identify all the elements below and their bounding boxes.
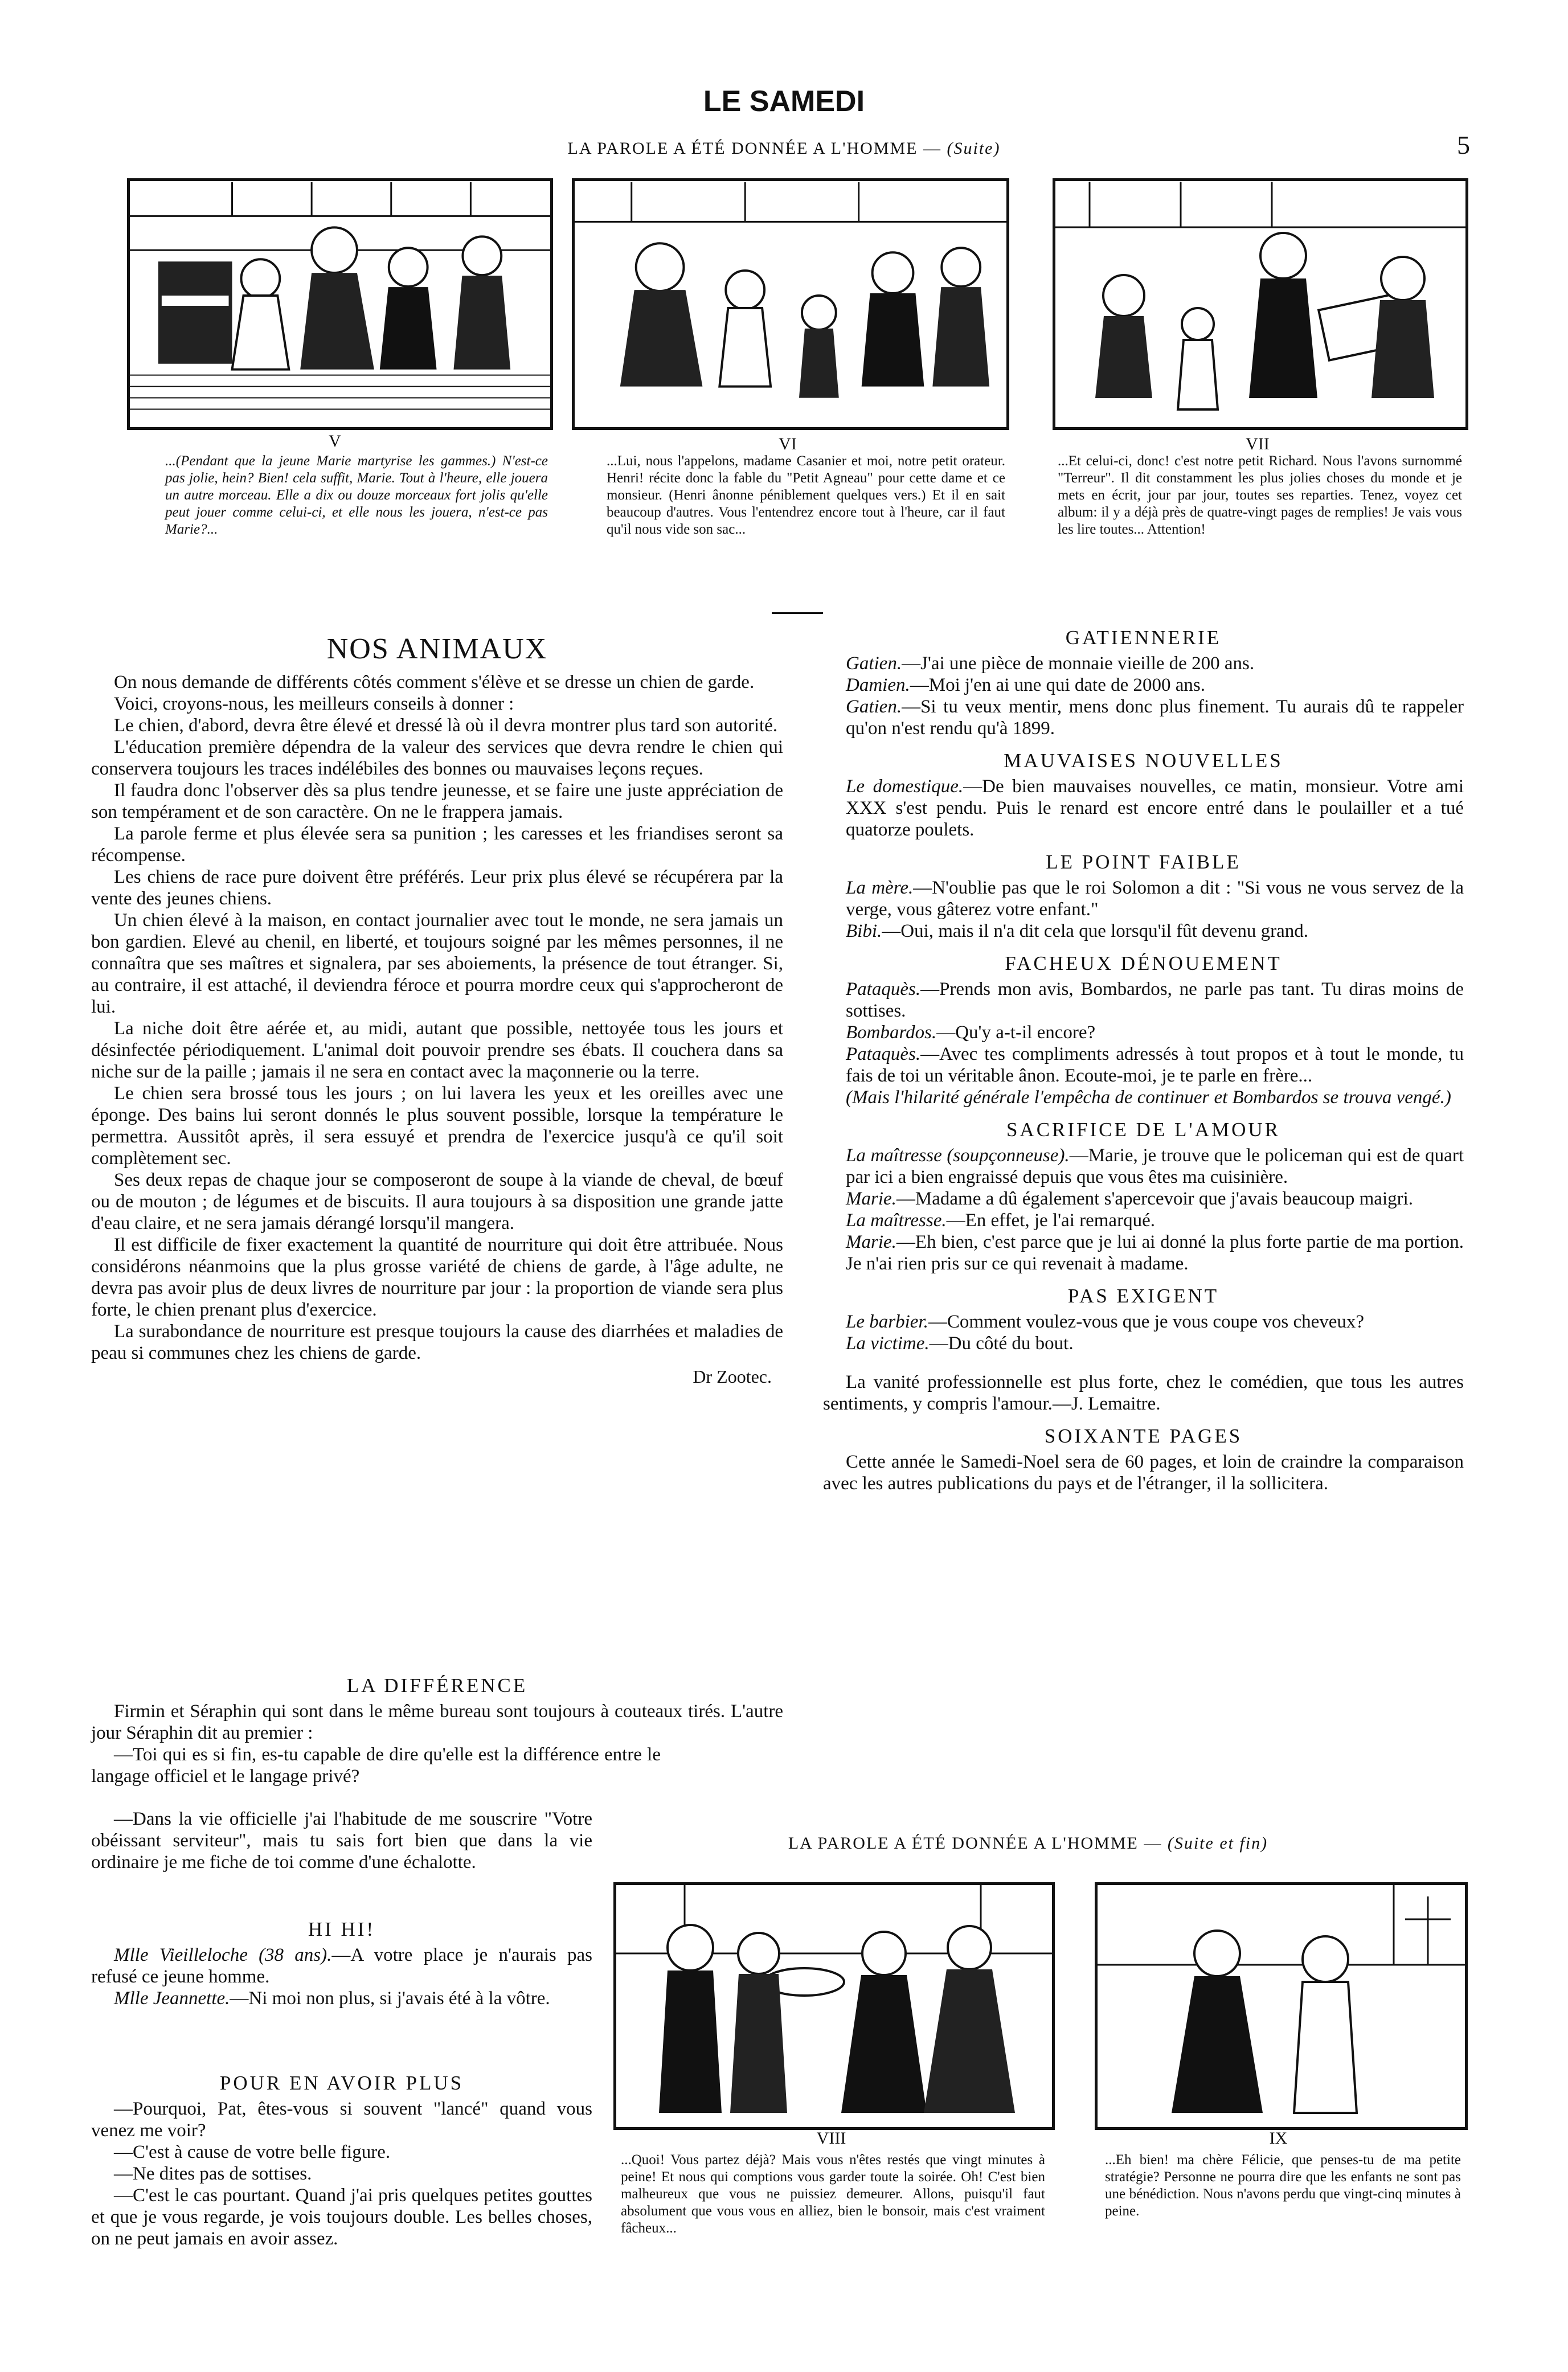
cartoon-panel-vi	[572, 178, 1009, 430]
paragraph: —Toi qui es si fin, es-tu capable de dire qu'elle est la différence entre le langage officiel et le langage privé?	[91, 1744, 661, 1787]
paragraph: La parole ferme et plus élevée sera sa punition ; les caresses et les friandises seront sa récompense.	[91, 824, 783, 866]
speaker: La maîtresse (soupçonneuse).	[846, 1145, 1070, 1166]
article-title: HI HI!	[308, 1918, 376, 1940]
article-title: NOS ANIMAUX	[326, 633, 548, 665]
article-title: POUR EN AVOIR PLUS	[219, 2072, 464, 2094]
panel-number: VI	[779, 435, 797, 453]
panel-caption: ...Eh bien! ma chère Félicie, que penses-tu de ma petite stratégie? Personne ne pourra dire que les enfants ne sont pas une bénédiction. Nous n'avons perdu que vingt-cinq minutes à peine.	[1105, 2152, 1461, 2219]
panel-number: IX	[1269, 2129, 1288, 2148]
article-title: PAS EXIGENT	[1067, 1285, 1219, 1307]
paragraph: Un chien élevé à la maison, en contact journalier avec tout le monde, ne sera jamais un bon gardien. Elevé au chenil, en liberté, et toujours soigné par les mêmes personnes, il ne connaîtra que ses maîtres et signalera, par ses aboiements, la présence de tout étranger. Si, au contraire, il est attaché, il deviendra féroce et pourra mordre ceux qui s'approcheront de lui.	[91, 910, 783, 1017]
panel-number: VIII	[816, 2129, 846, 2148]
speaker: Marie.	[846, 1232, 896, 1252]
dialogue-line: —A votre place je n'aurais pas refusé ce jeune homme.	[91, 1945, 592, 1987]
dialogue-line: —Qu'y a-t-il encore?	[936, 1022, 1096, 1043]
speaker: Pataquès.	[846, 979, 921, 999]
article-title: GATIENNERIE	[1065, 626, 1222, 649]
paragraph: —C'est à cause de votre belle figure.	[114, 2142, 391, 2162]
panel-caption: ...Lui, nous l'appelons, madame Casanier et moi, notre petit orateur. Henri! récite donc la fable du "Petit Agneau" pour cette dame et ce monsieur. (Henri ânonne péniblement quelques vers.) Et il en sait beaucoup d'autres. Vous l'entendrez encore tout à l'heure, car il faut qu'il nous vide son sac...	[607, 453, 1005, 537]
article-title: LE POINT FAIBLE	[1046, 851, 1241, 873]
series-title-top	[0, 139, 1568, 158]
dialogue-line: —Avec tes compliments adressés à tout propos et à tout le monde, tu fais de toi un véritable ânon. Ecoute-moi, je te parle en frère...	[846, 1044, 1464, 1086]
speaker: Le domestique.	[846, 776, 964, 797]
paragraph: On nous demande de différents côtés comment s'élève et se dresse un chien de garde.	[114, 672, 755, 693]
speaker: Damien.	[846, 675, 910, 695]
dialogue-line: —Si tu veux mentir, mens donc plus finement. Tu aurais dû te rappeler qu'on n'est rendu qu'à 1899.	[846, 697, 1464, 739]
speaker: Le barbier.	[846, 1312, 928, 1332]
paragraph: —Ne dites pas de sottises.	[114, 2164, 312, 2184]
paragraph: Voici, croyons-nous, les meilleurs conseils à donner :	[114, 694, 514, 714]
dialogue-line: —N'oublie pas que le roi Solomon a dit : "Si vous ne vous servez de la verge, vous gâterez votre enfant."	[846, 878, 1464, 920]
dialogue-line: —En effet, je l'ai remarqué.	[946, 1210, 1155, 1231]
series-title-suffix: (Suite et fin)	[1167, 1834, 1268, 1853]
masthead-title: LE SAMEDI	[703, 85, 865, 118]
speaker: La mère.	[846, 878, 914, 898]
dialogue-line: —Comment voulez-vous que je vous coupe vos cheveux?	[928, 1312, 1365, 1332]
article-title: SOIXANTE PAGES	[1044, 1425, 1243, 1447]
speaker: Bibi.	[846, 921, 882, 941]
cartoon-drawing	[616, 1885, 1052, 2127]
article-title: SACRIFICE DE L'AMOUR	[1006, 1119, 1281, 1141]
signature: Dr Zootec.	[693, 1366, 772, 1387]
paragraph: Ses deux repas de chaque jour se composeront de soupe à la viande de cheval, de bœuf ou de mouton ; de légumes et de biscuits. Il aura toujours à sa disposition une grande jatte d'eau claire, et ne sera jamais dérangé lorsqu'il mangera.	[91, 1170, 783, 1234]
dialogue-line: —De bien mauvaises nouvelles, ce matin, monsieur. Votre ami XXX s'est pendu. Puis le renard est encore entré dans le poulailler et a tué quatorze poulets.	[846, 776, 1464, 840]
cartoon-drawing	[1055, 181, 1465, 427]
dialogue-line: —Eh bien, c'est parce que je lui ai donné la plus forte partie de ma portion. Je n'ai rien pris sur ce qui revenait à madame.	[846, 1232, 1464, 1274]
paragraph: Le chien, d'abord, devra être élevé et dressé là où il devra montrer plus tard son autorité.	[114, 715, 778, 736]
paragraph: —Pourquoi, Pat, êtes-vous si souvent "lancé" quand vous venez me voir?	[91, 2099, 592, 2141]
article-la-difference-cont	[91, 1808, 592, 1873]
paragraph: Cette année le Samedi-Noel sera de 60 pages, et loin de craindre la comparaison avec les autres publications du pays et de l'étranger, il la sollicitera.	[823, 1452, 1464, 1494]
article-nos-animaux	[91, 632, 783, 1387]
panel-caption: ...Et celui-ci, donc! c'est notre petit Richard. Nous l'avons surnommé "Terreur". Il dit constamment les plus jolies choses du monde et je mets en écrit, jour par jour, toutes ses reparties. Tenez, voyez cet album: il y a déjà près de quatre-vingt pages de remplies! Je vais vous les lire toutes... Attention!	[1058, 453, 1462, 537]
dialogue-line: —Moi j'en ai une qui date de 2000 ans.	[910, 675, 1205, 695]
dialogue-line: —J'ai une pièce de monnaie vieille de 200 ans.	[902, 653, 1255, 674]
quote-lemaitre: La vanité professionnelle est plus forte, chez le comédien, que tous les autres sentiments, y compris l'amour.—J. Lemaitre.	[823, 1372, 1464, 1414]
article-hi-hi	[91, 1908, 592, 2009]
panel-number: VII	[1246, 435, 1270, 453]
paragraph: Les chiens de race pure doivent être préférés. Leur prix plus élevé se récupérera par la vente des jeunes chiens.	[91, 867, 783, 909]
article-pour-en-avoir-plus	[91, 2062, 592, 2250]
paragraph: La niche doit être aérée et, au midi, autant que possible, nettoyée tous les jours et désinfectée périodiquement. L'animal doit pouvoir prendre ses ébats. Il couchera dans sa niche sur de la paille ; jamais il ne sera en contact avec la maçonnerie ou la terre.	[91, 1018, 783, 1082]
dialogue-line: —Madame a dû également s'apercevoir que j'avais beaucoup maigri.	[896, 1189, 1414, 1209]
article-la-difference	[91, 1674, 783, 1787]
paragraph: L'éducation première dépendra de la valeur des services que devra rendre le chien qui conservera toujours les traces indélébiles des bonnes ou mauvaises leçons reçues.	[91, 737, 783, 779]
paragraph: Il faudra donc l'observer dès sa plus tendre jeunesse, et se faire une juste appréciation de son tempérament et de son caractère. On ne le frappera jamais.	[91, 780, 783, 822]
dialogue-line: —Ni moi non plus, si j'avais été à la vôtre.	[230, 1988, 550, 2009]
speaker: La maîtresse.	[846, 1210, 947, 1231]
speaker: Mlle Vieilleloche (38 ans).	[114, 1945, 332, 1965]
speaker: Gatien.	[846, 653, 902, 674]
panel-caption: ...(Pendant que la jeune Marie martyrise les gammes.) N'est-ce pas jolie, hein? Bien! cela suffit, Marie. Tout à l'heure, elle jouera un autre morceau. Elle a dix ou douze morceaux fort jolis qu'elle peut jouer comme celui-ci, et elle nous les jouera, n'est-ce pas Marie?...	[165, 453, 548, 537]
cartoon-panel-viii	[613, 1882, 1055, 2130]
series-title-bottom	[592, 1834, 1464, 1853]
paragraph: —Dans la vie officielle j'ai l'habitude de me souscrire "Votre obéissant serviteur", mais tu sais fort bien que dans la vie ordinaire je me fiche de toi comme d'une échalotte.	[91, 1809, 592, 1873]
dialogue-line: —Oui, mais il n'a dit cela que lorsqu'il fût devenu grand.	[882, 921, 1308, 941]
paragraph: Firmin et Séraphin qui sont dans le même bureau sont toujours à couteaux tirés. L'autre jour Séraphin dit au premier :	[91, 1701, 783, 1743]
page-number: 5	[1457, 130, 1470, 159]
dialogue-line: —Prends mon avis, Bombardos, ne parle pas tant. Tu diras moins de sottises.	[846, 979, 1464, 1021]
speaker: Mlle Jeannette.	[114, 1988, 230, 2009]
speaker: La victime.	[846, 1333, 930, 1354]
divider	[772, 612, 823, 614]
panel-number: V	[329, 432, 341, 450]
paragraph: Le chien sera brossé tous les jours ; on lui lavera les yeux et les oreilles avec une éponge. Des bains lui seront donnés le plus souvent possible, lorsque la température le permettra. Aussitôt après, il sera essuyé et prendra de l'exercice jusqu'à ce qu'il soit complètement sec.	[91, 1083, 783, 1169]
series-title-suffix: (Suite)	[947, 139, 1001, 158]
cartoon-drawing	[575, 181, 1006, 427]
stage-note: (Mais l'hilarité générale l'empêcha de continuer et Bombardos se trouva vengé.)	[846, 1087, 1451, 1108]
speaker: Pataquès.	[846, 1044, 921, 1064]
cartoon-panel-ix	[1095, 1882, 1468, 2130]
article-title: FACHEUX DÉNOUEMENT	[1005, 952, 1282, 974]
series-title-text: LA PAROLE A ÉTÉ DONNÉE A L'HOMME —	[567, 139, 942, 158]
speaker: Gatien.	[846, 697, 902, 717]
cartoon-drawing	[1098, 1885, 1465, 2127]
cartoon-drawing	[130, 181, 550, 427]
dialogue-line: —Du côté du bout.	[929, 1333, 1074, 1354]
paragraph: —C'est le cas pourtant. Quand j'ai pris quelques petites gouttes et que je vous regarde, je vois toujours double. Les belles choses, on ne peut jamais en avoir assez.	[91, 2185, 592, 2249]
cartoon-panel-vii	[1053, 178, 1468, 430]
paragraph: La surabondance de nourriture est presque toujours la cause des diarrhées et maladies de peau si communes chez les chiens de garde.	[91, 1321, 783, 1363]
dialogue-line: —Marie, je trouve que le policeman qui est de quart par ici a bien engraissé depuis que vous êtes ma cuisinière.	[846, 1145, 1464, 1187]
cartoon-panel-v	[127, 178, 553, 430]
right-column	[823, 626, 1464, 1494]
speaker: Bombardos.	[846, 1022, 937, 1043]
article-title: MAUVAISES NOUVELLES	[1004, 749, 1283, 772]
panel-caption: ...Quoi! Vous partez déjà? Mais vous n'êtes restés que vingt minutes à peine! Et nous qui comptions vous garder toute la soirée. Oh! C'est bien malheureux que vous ne puissiez demeurer. Allons, puisqu'il faut absolument que vous vous en alliez, bien le bonsoir, mais c'est vraiment fâcheux...	[621, 2152, 1045, 2236]
series-title-text: LA PAROLE A ÉTÉ DONNÉE A L'HOMME —	[788, 1834, 1162, 1853]
paragraph: Il est difficile de fixer exactement la quantité de nourriture qui doit être attribuée. Nous considérons néanmoins que la plus grosse variété de chiens de garde, à l'âge adulte, ne devra pas avoir plus de deux livres de nourriture par jour : la proportion de viande sera plus forte, le chien prenant plus d'exercice.	[91, 1235, 783, 1320]
speaker: Marie.	[846, 1189, 896, 1209]
article-title: LA DIFFÉRENCE	[346, 1674, 528, 1697]
